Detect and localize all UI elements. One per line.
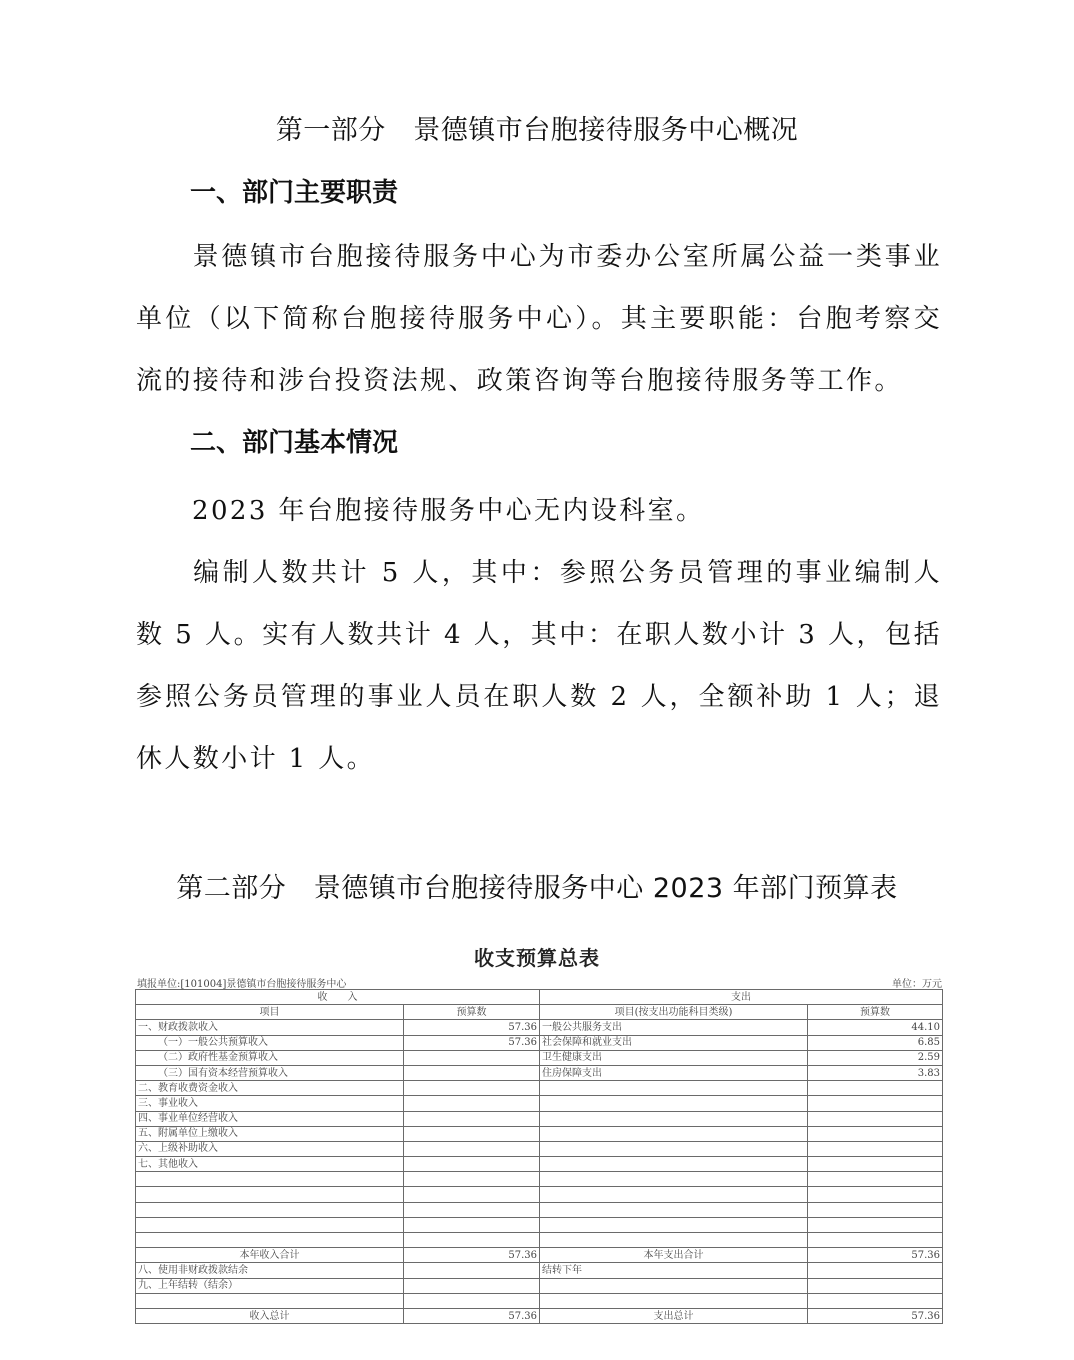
section2-paragraph1-text: 2023 年台胞接待服务中心无内设科室。 xyxy=(192,496,705,526)
income-subtotal-amount: 57.36 xyxy=(404,1248,540,1263)
expense-amount-cell xyxy=(808,1293,943,1308)
reporting-unit-label: 填报单位:[101004]景德镇市台胞接待服务中心 xyxy=(137,979,347,990)
income-amount-cell xyxy=(404,1065,540,1080)
income-item-cell: 五、附属单位上缴收入 xyxy=(136,1126,404,1141)
part2-title: 第二部分 景德镇市台胞接待服务中心 2023 年部门预算表 xyxy=(176,873,898,904)
table-row xyxy=(136,1020,943,1035)
budget-summary-table xyxy=(135,989,943,1324)
expense-item-cell xyxy=(540,1096,808,1111)
income-item-cell: 九、上年结转（结余） xyxy=(136,1278,404,1293)
income-amount-cell xyxy=(404,1278,540,1293)
expense-amount-cell xyxy=(808,1096,943,1111)
income-amount-cell xyxy=(404,1081,540,1096)
expense-subtotal-amount: 57.36 xyxy=(808,1248,943,1263)
expense-amount-cell xyxy=(808,1217,943,1232)
income-amount-cell xyxy=(404,1126,540,1141)
expense-amount-cell xyxy=(808,1187,943,1202)
expense-item-cell: 一般公共服务支出 xyxy=(540,1020,808,1035)
income-total-amount: 57.36 xyxy=(404,1308,540,1323)
income-item-cell xyxy=(136,1233,404,1248)
expense-amount-cell xyxy=(808,1278,943,1293)
table-group-header-row xyxy=(136,990,943,1005)
expense-item-cell: 住房保障支出 xyxy=(540,1065,808,1080)
income-amount-cell xyxy=(404,1202,540,1217)
table-row xyxy=(136,1278,943,1293)
budget-table-title: 收支预算总表 xyxy=(474,946,600,970)
income-item-header: 项目 xyxy=(136,1005,404,1020)
expense-subtotal-label: 本年支出合计 xyxy=(540,1248,808,1263)
income-item-cell: 三、事业收入 xyxy=(136,1096,404,1111)
expense-item-cell: 社会保障和就业支出 xyxy=(540,1035,808,1050)
income-item-cell xyxy=(136,1172,404,1187)
expense-item-cell xyxy=(540,1233,808,1248)
income-item-cell xyxy=(136,1293,404,1308)
table-row xyxy=(136,1233,943,1248)
table-row xyxy=(136,1096,943,1111)
section1-heading: 一、部门主要职责 xyxy=(190,178,399,208)
section2-paragraph1 xyxy=(136,480,942,542)
expense-item-cell xyxy=(540,1187,808,1202)
expense-item-cell xyxy=(540,1157,808,1172)
table-row xyxy=(136,1187,943,1202)
section1-paragraph-text: 景德镇市台胞接待服务中心为市委办公室所属公益一类事业单位（以下简称台胞接待服务中心）。其主要职能：台胞考察交流的接待和涉台投资法规、政策咨询等台胞接待服务等工作。 xyxy=(136,242,942,396)
income-amount-cell: 57.36 xyxy=(404,1020,540,1035)
expense-amount-header: 预算数 xyxy=(808,1005,943,1020)
table-row xyxy=(136,1172,943,1187)
expense-total-label: 支出总计 xyxy=(540,1308,808,1323)
income-amount-cell xyxy=(404,1050,540,1065)
expense-item-cell xyxy=(540,1126,808,1141)
table-row xyxy=(136,1126,943,1141)
income-item-cell xyxy=(136,1217,404,1232)
income-total-label: 收入总计 xyxy=(136,1308,404,1323)
table-row xyxy=(136,1293,943,1308)
income-group-header: 收 入 xyxy=(136,990,540,1005)
table-row xyxy=(136,1111,943,1126)
part1-title: 第一部分 景德镇市台胞接待服务中心概况 xyxy=(275,115,799,146)
income-item-cell xyxy=(136,1187,404,1202)
expense-amount-cell xyxy=(808,1126,943,1141)
income-item-cell: 八、使用非财政拨款结余 xyxy=(136,1263,404,1278)
table-row xyxy=(136,1141,943,1156)
income-amount-header: 预算数 xyxy=(404,1005,540,1020)
expense-amount-cell: 6.85 xyxy=(808,1035,943,1050)
expense-item-header: 项目(按支出功能科目类级) xyxy=(540,1005,808,1020)
expense-item-cell: 结转下年 xyxy=(540,1263,808,1278)
expense-amount-cell xyxy=(808,1172,943,1187)
income-item-cell: 七、其他收入 xyxy=(136,1157,404,1172)
section2-paragraph2 xyxy=(136,542,942,790)
income-item-cell: 一、财政拨款收入 xyxy=(136,1020,404,1035)
income-amount-cell xyxy=(404,1233,540,1248)
expense-amount-cell xyxy=(808,1111,943,1126)
income-item-cell: （二）政府性基金预算收入 xyxy=(136,1050,404,1065)
income-amount-cell xyxy=(404,1141,540,1156)
table-row xyxy=(136,1202,943,1217)
expense-amount-cell xyxy=(808,1202,943,1217)
expense-amount-cell xyxy=(808,1157,943,1172)
expense-amount-cell: 44.10 xyxy=(808,1020,943,1035)
section1-paragraph xyxy=(136,226,942,412)
income-item-cell: （三）国有资本经营预算收入 xyxy=(136,1065,404,1080)
section2-paragraph2-text: 编制人数共计 5 人，其中：参照公务员管理的事业编制人数 5 人。实有人数共计 4 人，其中：在职人数小计 3 人，包括参照公务员管理的事业人员在职人数 2 人，全额补助 1 人；退休人数小计 1 人。 xyxy=(136,558,942,774)
expense-item-cell xyxy=(540,1081,808,1096)
expense-item-cell xyxy=(540,1202,808,1217)
expense-amount-cell xyxy=(808,1081,943,1096)
table-row xyxy=(136,1217,943,1232)
table-row xyxy=(136,1081,943,1096)
expense-item-cell xyxy=(540,1111,808,1126)
expense-amount-cell: 2.59 xyxy=(808,1050,943,1065)
expense-amount-cell: 3.83 xyxy=(808,1065,943,1080)
income-amount-cell: 57.36 xyxy=(404,1035,540,1050)
income-item-cell xyxy=(136,1202,404,1217)
section2-heading: 二、部门基本情况 xyxy=(190,428,399,458)
table-row xyxy=(136,1157,943,1172)
expense-total-amount: 57.36 xyxy=(808,1308,943,1323)
table-column-header-row xyxy=(136,1005,943,1020)
income-amount-cell xyxy=(404,1111,540,1126)
income-amount-cell xyxy=(404,1217,540,1232)
expense-amount-cell xyxy=(808,1141,943,1156)
expense-item-cell xyxy=(540,1217,808,1232)
income-item-cell: 四、事业单位经营收入 xyxy=(136,1111,404,1126)
expense-item-cell xyxy=(540,1278,808,1293)
expense-amount-cell xyxy=(808,1233,943,1248)
expense-item-cell: 卫生健康支出 xyxy=(540,1050,808,1065)
currency-unit-label: 单位：万元 xyxy=(892,979,942,990)
expense-item-cell xyxy=(540,1172,808,1187)
income-amount-cell xyxy=(404,1096,540,1111)
subtotal-row xyxy=(136,1248,943,1263)
income-subtotal-label: 本年收入合计 xyxy=(136,1248,404,1263)
income-amount-cell xyxy=(404,1172,540,1187)
expense-group-header: 支出 xyxy=(540,990,943,1005)
income-item-cell: 二、教育收费资金收入 xyxy=(136,1081,404,1096)
expense-item-cell xyxy=(540,1293,808,1308)
income-amount-cell xyxy=(404,1157,540,1172)
income-amount-cell xyxy=(404,1187,540,1202)
income-amount-cell xyxy=(404,1263,540,1278)
table-row xyxy=(136,1035,943,1050)
income-amount-cell xyxy=(404,1293,540,1308)
table-row xyxy=(136,1050,943,1065)
table-row xyxy=(136,1065,943,1080)
expense-item-cell xyxy=(540,1141,808,1156)
total-row xyxy=(136,1308,943,1323)
table-row xyxy=(136,1263,943,1278)
income-item-cell: （一）一般公共预算收入 xyxy=(136,1035,404,1050)
expense-amount-cell xyxy=(808,1263,943,1278)
income-item-cell: 六、上级补助收入 xyxy=(136,1141,404,1156)
